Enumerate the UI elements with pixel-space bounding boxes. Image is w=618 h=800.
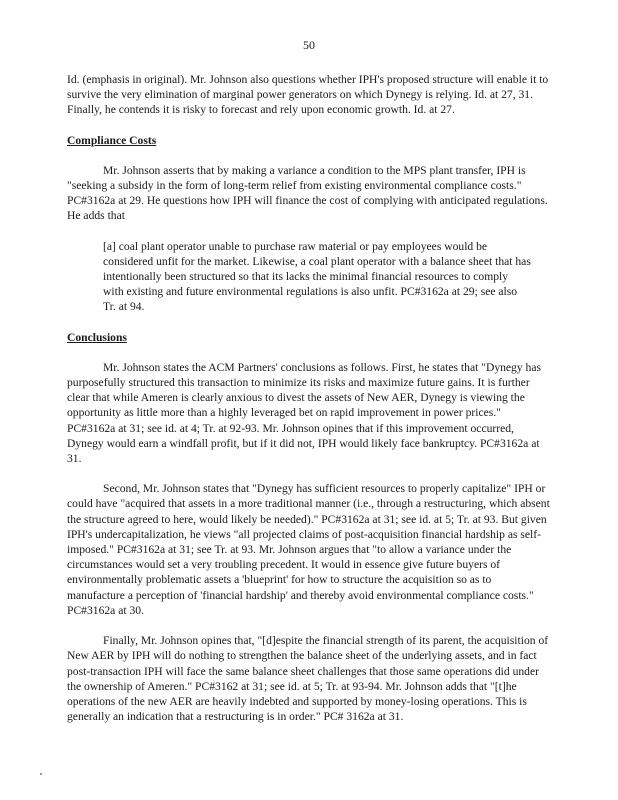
- paragraph-conclusions-final: Finally, Mr. Johnson opines that, "[d]espite the financial strength of its parent, the acquisition of New AER by IPH will do nothing to strengthen the balance sheet of the underlying assets, and in fact post-transaction IPH will face the same balance sheet challenges that those same operations did under the ownership of Ameren." PC#3162 at 31; see id. at 5; Tr. at 93-94. Mr. Johnson adds that "[t]he operations of the new AER are heavily indebted and supported by money-losing operations. This is generally an indication that a restructuring is in order." PC# 3162a at 31.: [67, 634, 549, 724]
- page-body: [67, 72, 551, 739]
- paragraph-intro: Id. (emphasis in original). Mr. Johnson also questions whether IPH's proposed structure will enable it to survive the very elimination of marginal power generators on which Dynegy is relying. Id. at 27, 31. Finally, he contends it is risky to forecast and rely upon economic growth. Id. at 27.: [67, 73, 549, 117]
- page-number: 50: [303, 38, 315, 52]
- block-quote: [a] coal plant operator unable to purchase raw material or pay employees would be considered unfit for the market. Likewise, a coal plant operator with a balance sheet that has intentionally been structured so that its lacks the minimal financial resources to comply with existing and future environmental regulations is also unfit. PC#3162a at 29; see also Tr. at 94.: [103, 239, 531, 314]
- scan-speck: [40, 773, 42, 775]
- paragraph-conclusions-first: Mr. Johnson states the ACM Partners' conclusions as follows. First, he states that "Dynegy has purposefully structured this transaction to minimize its risks and maximize future gains. It is further clear that while Ameren is clearly anxious to divest the assets of New AER, Dynegy is viewing the opportunity as little more than a highly leveraged bet on rapid improvement in power prices." PC#3162a at 31; see id. at 4; Tr. at 92-93. Mr. Johnson opines that if this improvement occurred, Dynegy would earn a windfall profit, but if it did not, IPH would likely face bankruptcy. PC#3162a at 31.: [67, 360, 542, 466]
- paragraph-compliance: Mr. Johnson asserts that by making a variance a condition to the MPS plant transfer, IPH is "seeking a subsidy in the form of long-term relief from existing environmental compliance costs." PC#3162a at 29. He questions how IPH will finance the cost of complying with anticipated regulations. He adds that: [67, 163, 548, 223]
- heading-conclusions: Conclusions: [67, 330, 127, 344]
- paragraph-conclusions-second: Second, Mr. Johnson states that "Dynegy has sufficient resources to properly capitalize" IPH or could have "acquired that assets in a more traditional manner (i.e., through a restructuring, which absent the structure agreed to here, would likely be needed)." PC#3162a at 31; see id. at 5; Tr. at 93. But given IPH's undercapitalization, he views "all projected claims of post-acquisition financial hardship as self-imposed." PC#3162a at 31; see Tr. at 93. Mr. Johnson argues that "to allow a variance under the circumstances would set a very troubling precedent. It would in essence give future buyers of environmentally problematic assets a 'blueprint' for how to structure the acquisition so as to manufacture a perception of 'financial hardship' and thereby avoid environmental compliance costs." PC#3162a at 30.: [67, 482, 550, 617]
- heading-compliance-costs: Compliance Costs: [67, 133, 157, 147]
